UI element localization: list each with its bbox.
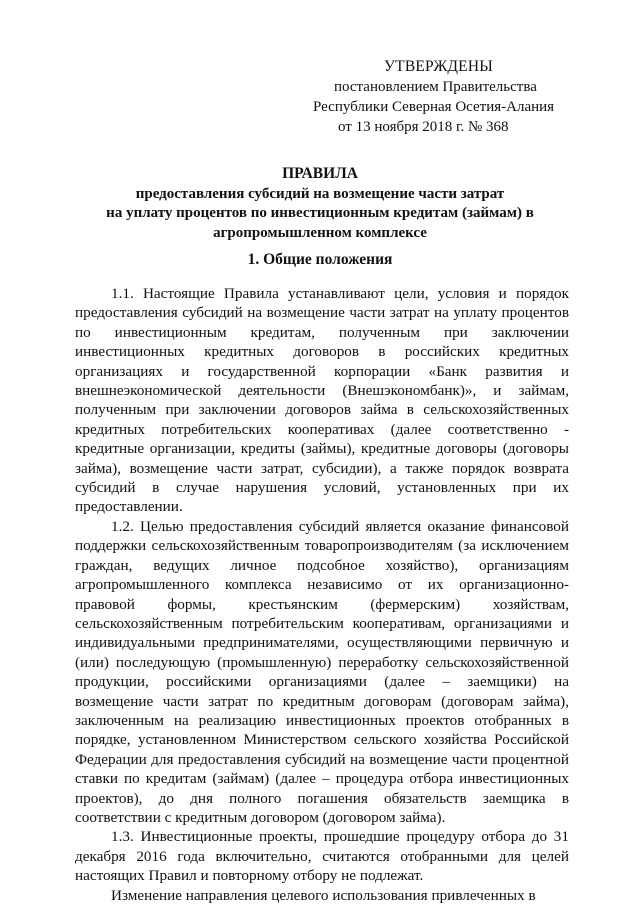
document-subtitle-line: на уплату процентов по инвестиционным кредитам (займам) в [106,205,534,221]
approval-stamp: УТВЕРЖДЕНЫ [384,58,493,75]
section-heading: 1. Общие положения [247,251,393,268]
paragraph-1-2: 1.2. Целью предоставления субсидий является оказание финансовой поддержки сельскохозяйственным товаропроизводителям (за исключением граждан, ведущих личное подсобное хозяйство), организациям агропромышленного комплекса независимо от их организационно-правовой формы, крестьянским (фермерским) хозяйствам, сельскохозяйственным потребительским кооперативам, организациями и индивидуальными предпринимателями, осуществляющими первичную и (или) последующую (промышленную) переработку сельскохозяйственной продукции, российскими организациями (далее – заемщики) на возмещение части затрат по кредитным договорам (договорам займа), заключенным на реализацию инвестиционных проектов отобранных в порядке, установленном Министерством сельского хозяйства Российской Федерации для предоставления субсидий на возмещение части процентной ставки по кредитам (займам) (далее – процедура отбора инвестиционных проектов), до дня полного погашения обязательств заемщика в соответствии с кредитным договором (договором займа). [75,517,569,826]
document-title-block [70,164,570,243]
document-body [75,284,569,905]
document-title: ПРАВИЛА [282,165,358,182]
approval-block [300,57,600,137]
document-subtitle-line: агропромышленном комплексе [213,224,427,241]
approval-line: постановлением Правительства [334,79,537,95]
approval-line: Республики Северная Осетия-Алания [313,99,555,115]
approval-date-number: от 13 ноября 2018 г. № 368 [338,119,509,135]
paragraph-continuation: Изменение направления целевого использования привлеченных в [111,886,536,904]
document-subtitle-line: предоставления субсидий на возмещение части затрат [135,185,505,202]
paragraph-1-3: 1.3. Инвестиционные проекты, прошедшие процедуру отбора до 31 декабря 2016 года включительно, считаются отобранными для целей настоящих Правил и повторному отбору не подлежат. [75,828,569,885]
paragraph-1-1: 1.1. Настоящие Правила устанавливают цели, условия и порядок предоставления субсидий на возмещение части затрат на уплату процентов по инвестиционным кредитам, полученным при заключении инвестиционных кредитных договоров в российских кредитных организациях и государственной корпорации «Банк развития и внешнеэкономической деятельности (Внешэкономбанк)», и займам, полученным при заключении договоров займа в сельскохозяйственных кредитных потребительских кооперативах (далее соответственно - кредитные организации, кредиты (займы), кредитные договоры (договоры займа), возмещение части затрат, субсидии), а также порядок возврата субсидий в случае нарушения условий, установленных при их предоставлении. [75,285,569,516]
